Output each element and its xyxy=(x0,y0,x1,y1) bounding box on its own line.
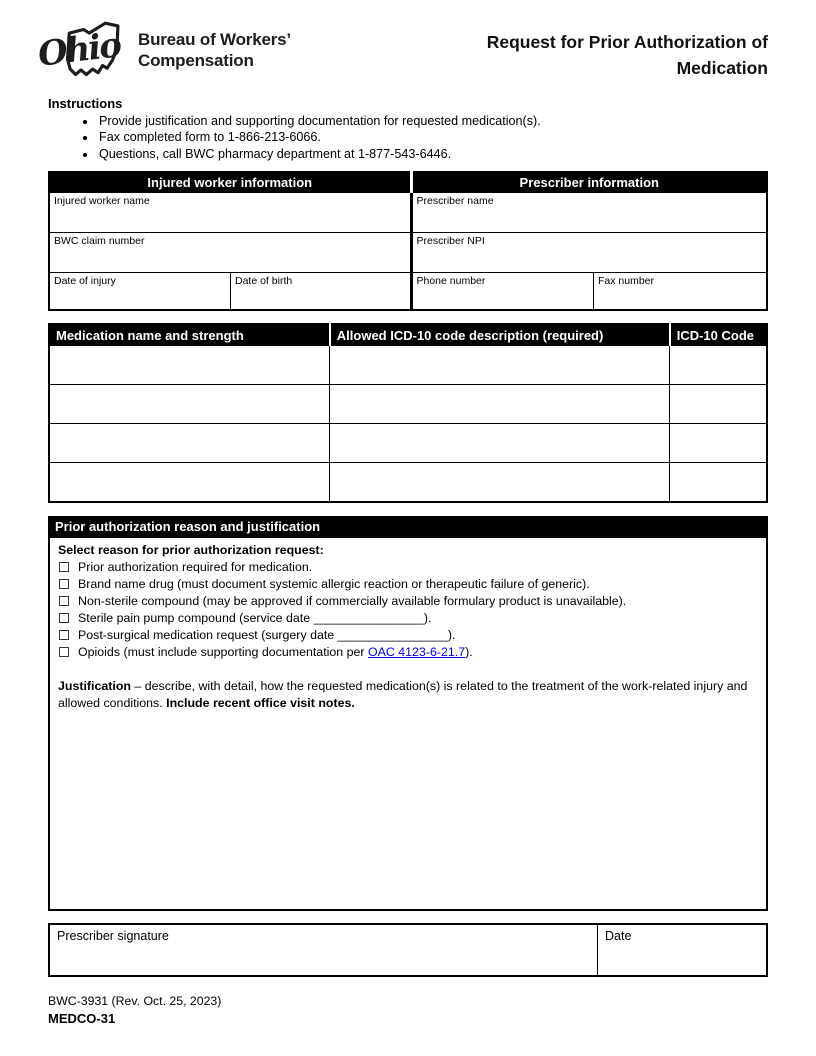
icd10-code-cell[interactable] xyxy=(670,424,767,463)
ohio-state-icon xyxy=(35,16,130,88)
option-brand-name-drug xyxy=(58,576,758,593)
prior-auth-section xyxy=(48,516,768,911)
icd10-description-cell[interactable] xyxy=(330,385,670,424)
medication-row xyxy=(49,463,767,502)
checkbox-non-sterile-compound[interactable] xyxy=(59,596,69,606)
icd10-description-cell[interactable] xyxy=(330,463,670,502)
option-text: ). xyxy=(465,644,473,659)
instructions-list xyxy=(48,113,768,162)
justification-write-area[interactable] xyxy=(58,712,758,903)
icd10-code-cell[interactable] xyxy=(670,346,767,385)
form-footer xyxy=(48,994,768,1027)
select-reason-label: Select reason for prior authorization request: xyxy=(58,542,324,557)
icd10-description-cell[interactable] xyxy=(330,346,670,385)
prior-auth-section-header: Prior authorization reason and justification xyxy=(48,516,768,538)
justification-text: – describe, with detail, how the requested medication(s) is related to the treatment of the work-related injury and allowed conditions. xyxy=(58,678,748,710)
instructions-heading: Instructions xyxy=(48,96,123,111)
signature-date-field[interactable]: Date xyxy=(598,924,767,976)
medication-name-cell[interactable] xyxy=(49,346,330,385)
justification-paragraph xyxy=(58,678,758,712)
oac-rule-link[interactable]: OAC 4123-6-21.7 xyxy=(367,644,466,659)
instructions-section xyxy=(48,96,768,162)
bwc-claim-number-field[interactable]: BWC claim number xyxy=(49,233,411,273)
org-name xyxy=(138,16,291,71)
option-text: ). xyxy=(447,627,456,642)
medication-row xyxy=(49,385,767,424)
signature-table xyxy=(48,923,768,977)
medication-row xyxy=(49,424,767,463)
instruction-item: • Fax completed form to 1-866-213-6066. xyxy=(97,129,768,145)
option-text: Opioids (must include supporting documentation per xyxy=(78,644,368,659)
icd10-description-cell[interactable] xyxy=(330,424,670,463)
option-opioids xyxy=(58,644,758,661)
option-label xyxy=(78,610,431,627)
date-of-injury-field[interactable]: Date of injury xyxy=(49,273,231,310)
prior-auth-body xyxy=(48,538,768,911)
form-title-line1: Request for Prior Authorization of xyxy=(486,32,768,52)
prescriber-name-field[interactable]: Prescriber name xyxy=(411,193,767,233)
service-date-blank[interactable]: ________________ xyxy=(313,610,424,625)
medication-name-header: Medication name and strength xyxy=(49,324,330,346)
option-text: ). xyxy=(423,610,432,625)
date-of-birth-field[interactable]: Date of birth xyxy=(231,273,412,310)
prescriber-section-header: Prescriber information xyxy=(411,172,767,193)
prescriber-signature-field[interactable]: Prescriber signature xyxy=(49,924,598,976)
option-label: Non-sterile compound (may be approved if commercially available formulary product is unavailable). xyxy=(78,593,627,608)
injured-worker-name-field[interactable]: Injured worker name xyxy=(49,193,411,233)
form-title xyxy=(487,16,768,88)
icd10-description-header: Allowed ICD-10 code description (required) xyxy=(330,324,670,346)
worker-prescriber-table xyxy=(48,171,768,311)
form-header xyxy=(35,0,768,88)
option-label: Prior authorization required for medication. xyxy=(78,559,313,574)
bwc-logo xyxy=(35,16,291,88)
org-name-line2: Compensation xyxy=(138,51,254,70)
checkbox-sterile-pain-pump[interactable] xyxy=(59,613,69,623)
form-title-line2: Medication xyxy=(676,58,768,78)
prescriber-npi-field[interactable]: Prescriber NPI xyxy=(411,233,767,273)
form-number: BWC-3931 (Rev. Oct. 25, 2023) xyxy=(48,993,222,1008)
instruction-item: • Provide justification and supporting documentation for requested medication(s). xyxy=(97,113,768,129)
surgery-date-blank[interactable]: ________________ xyxy=(337,627,448,642)
medication-name-cell[interactable] xyxy=(49,463,330,502)
injured-worker-section-header: Injured worker information xyxy=(49,172,411,193)
medication-table xyxy=(48,323,768,503)
option-text: Post-surgical medication request (surgery date xyxy=(78,627,338,642)
option-prior-auth-required xyxy=(58,559,758,576)
icd10-code-header: ICD-10 Code xyxy=(670,324,767,346)
icd10-code-cell[interactable] xyxy=(670,463,767,502)
option-label xyxy=(78,627,455,644)
option-label: Brand name drug (must document systemic allergic reaction or therapeutic failure of generic). xyxy=(78,576,590,591)
form-code: MEDCO-31 xyxy=(48,1010,116,1026)
option-post-surgical xyxy=(58,627,758,644)
ohio-script-text: Ohio xyxy=(35,25,123,75)
justification-lead: Justification xyxy=(58,678,131,693)
checkbox-brand-name-drug[interactable] xyxy=(59,579,69,589)
icd10-code-cell[interactable] xyxy=(670,385,767,424)
checkbox-prior-auth-required[interactable] xyxy=(59,562,69,572)
medication-name-cell[interactable] xyxy=(49,424,330,463)
justification-emphasis: Include recent office visit notes. xyxy=(166,695,355,710)
medication-name-cell[interactable] xyxy=(49,385,330,424)
option-non-sterile-compound xyxy=(58,593,758,610)
option-sterile-pain-pump xyxy=(58,610,758,627)
option-label xyxy=(78,644,473,661)
checkbox-post-surgical[interactable] xyxy=(59,630,69,640)
phone-number-field[interactable]: Phone number xyxy=(411,273,594,310)
fax-number-field[interactable]: Fax number xyxy=(594,273,768,310)
medication-row xyxy=(49,346,767,385)
instruction-item: • Questions, call BWC pharmacy department at 1-877-543-6446. xyxy=(97,146,768,162)
option-text: Sterile pain pump compound (service date xyxy=(78,610,314,625)
org-name-line1: Bureau of Workers’ xyxy=(138,30,291,49)
checkbox-opioids[interactable] xyxy=(59,647,69,657)
